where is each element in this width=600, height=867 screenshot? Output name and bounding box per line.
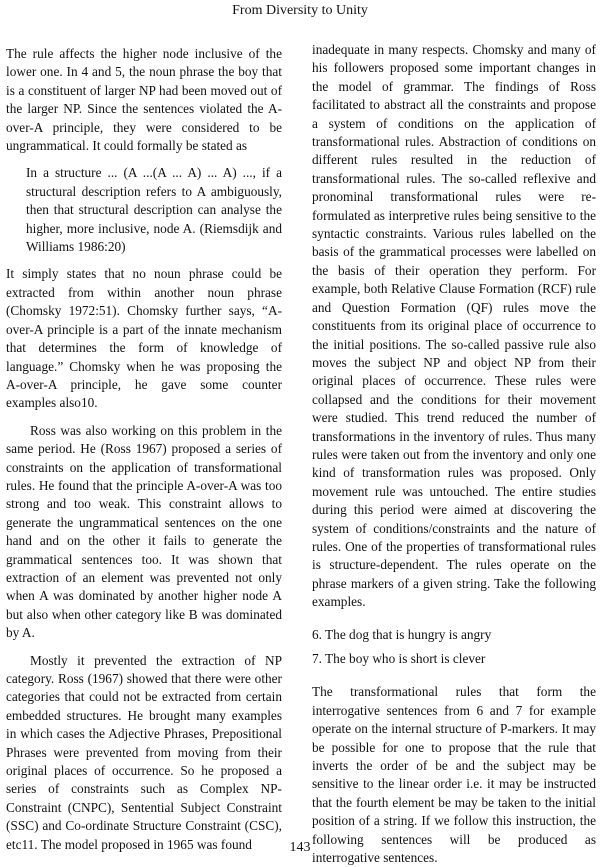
page-number: 143 — [289, 840, 311, 855]
block-quote: In a structure ... (A ...(A ... A) ... A) ..., if a structural description refers to A ambiguously, then that structural description can analyse the higher, more inclusive, node A. (Riemsdijk and Williams 1986:20) — [26, 165, 282, 255]
paragraph-gap — [312, 674, 596, 683]
example-7: 7. The boy who is short is clever — [312, 651, 486, 666]
paragraph-1: The rule affects the higher node inclusive of the lower one. In 4 and 5, the noun phrase the boy that is a constituent of larger NP had been moved out of the larger NP. Since the sentences violated the A-over-A principle, they were considered to be ungrammatical. It could formally be stated as — [6, 46, 282, 154]
paragraph-3: Ross was also working on this problem in the same period. He (Ross 1967) proposed a series of constraints on the application of transformational rules. He found that the principle A-over-A was too strong and too weak. This constraint allows to generate the ungrammatical sentences on the one hand and on the other it fails to generate the grammatical sentences too. It was shown that extraction of an element was prevented not only when A was dominated by another higher node A but also when other category like B was dominated by A. — [6, 422, 282, 641]
paragraph-4: Mostly it prevented the extraction of NP category. Ross (1967) showed that there were other categories that could not be extracted from certain embedded structures. He brought many examples in which cases the Adjective Phrases, Prepositional Phrases were prevented from moving from their original places of occurrence. So he proposed a series of constraints such as Complex NP-Constraint (CNPC), Sentential Subject Constraint (SSC) and Co-ordinate Structure Constraint (CSC), etc11. The model proposed in 1965 was found — [6, 652, 282, 852]
running-header: From Diversity to Unity — [232, 3, 368, 18]
paragraph-6: The transformational rules that form the interrogative sentences from 6 and 7 for example operate on the internal structure of P-markers. It may be possible for one to propose that the rule that inverts the order of be and the subject may be sensitive to the linear order i.e. it may be instructed that the fourth element be may be taken to the initial position of a string. If we follow this instruction, the following sentences will be produced as interrogative sentences. — [312, 684, 596, 866]
paragraph-5: inadequate in many respects. Chomsky and many of his followers proposed some important changes in the model of grammar. The findings of Ross facilitated to abstract all the constraints and propose a system of conditions on the application of transformational rules. Abstraction of conditions on different rules resulted in the reduction of transformational rules. The so-called reflexive and pronominal transformational rules were re-formulated as interpretive rules being sensitive to the syntactic constraints. Various rules labelled on the basis of the grammatical processes were labelled on the basis of their operation they perform. For example, both Relative Clause Formation (RCF) rule and Question Formation (QF) rules move the constituents from its original place of occurrence to the initial positions. The so-called passive rule also moves the subject NP and object NP from their original places of occurrence. These rules were collapsed and the conditions for their movement were studied. This trend reduced the number of transformations in the inventory of rules. Thus many rules were taken out from the inventory and only one kind of transformation rules was proposed. Only movement rule was untouched. The entire studies during this period were aimed at discovering the system of conditions/constraints and the nature of rules. One of the properties of transformational rules is structure-dependent. The rules operate on the phrase markers of a given string. Take the following examples. — [312, 42, 596, 610]
example-6: 6. The dog that is hungry is angry — [312, 626, 492, 642]
right-column — [312, 41, 596, 867]
paragraph-gap — [6, 643, 282, 652]
left-column — [6, 45, 282, 854]
paragraph-gap — [6, 413, 282, 422]
paragraph-2: It simply states that no noun phrase could be extracted from within another noun phrase (Chomsky 1972:51). Chomsky further says, “A-over-A principle is a part of the innate mechanism that determines the form of knowledge of language.” Chomsky when he was proposing the A-over-A principle, he gave some counter examples also10. — [6, 266, 282, 411]
